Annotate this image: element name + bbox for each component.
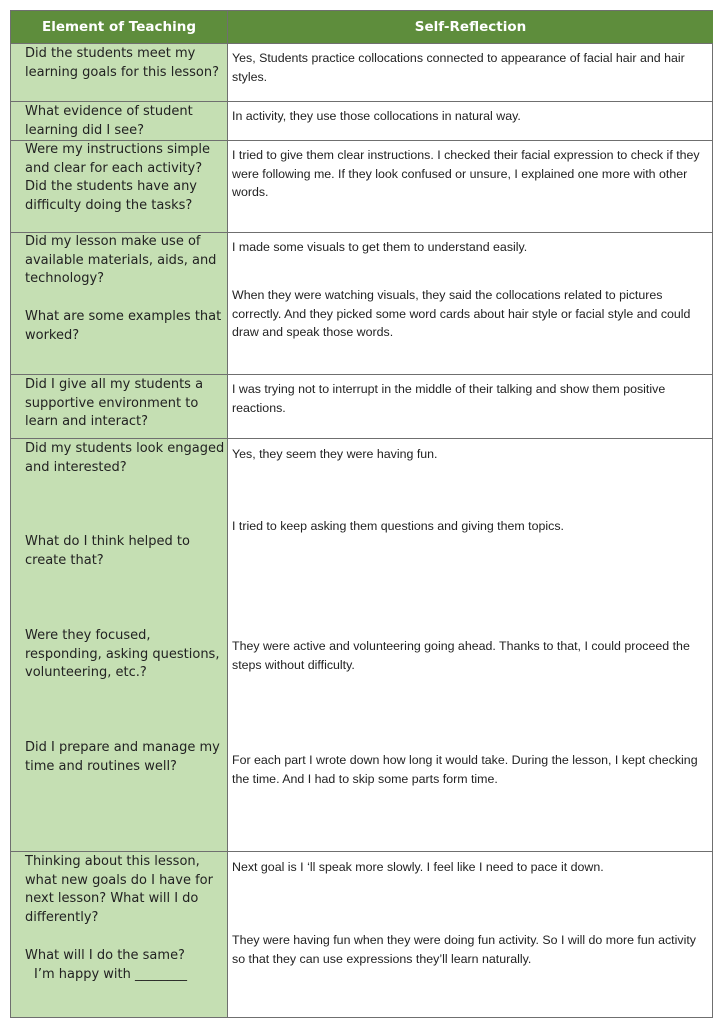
- question-text: Did my lesson make use of available materials, aids, and technology?: [25, 234, 217, 287]
- answer-text: In activity, they use those collocations in natural way.: [232, 109, 521, 123]
- table-row: [11, 101, 712, 140]
- question-text: What will I do the same?: [25, 948, 185, 963]
- answer-text: I tried to give them clear instructions. I checked their facial expression to check if they were following me. If they look confused or unsure, I explained one more with other words.: [232, 148, 700, 199]
- table-row: [11, 438, 712, 851]
- question-text: Did I prepare and manage my time and routines well?: [25, 740, 220, 774]
- answer-text: Yes, they seem they were having fun.: [232, 447, 438, 461]
- answer-text: When they were watching visuals, they said the collocations related to pictures correctly. And they picked some word cards about hair style or facial style and could draw and speak those words.: [232, 288, 691, 339]
- answer-text: Next goal is I ‘ll speak more slowly. I feel like I need to pace it down.: [232, 860, 604, 874]
- element-cell: [11, 44, 228, 101]
- table-row: [11, 374, 712, 438]
- question-text: Were my instructions simple and clear for each activity? Did the students have any difficulty doing the tasks?: [25, 142, 210, 213]
- answer-text: I tried to keep asking them questions and giving them topics.: [232, 519, 564, 533]
- answer-text: They were active and volunteering going ahead. Thanks to that, I could proceed the steps without difficulty.: [232, 639, 690, 672]
- question-text: What evidence of student learning did I see?: [25, 104, 193, 138]
- element-cell: [11, 233, 228, 374]
- reflection-cell: [228, 44, 712, 101]
- reflection-cell: [228, 141, 712, 232]
- answer-text: I made some visuals to get them to understand easily.: [232, 240, 528, 254]
- question-text: Thinking about this lesson, what new goals do I have for next lesson? What will I do differently?: [25, 854, 213, 925]
- table-row: [11, 851, 712, 1017]
- answer-text: For each part I wrote down how long it would take. During the lesson, I kept checking the time. And I had to skip some parts form time.: [232, 753, 698, 786]
- element-cell: [11, 141, 228, 232]
- reflection-cell: [228, 852, 712, 1017]
- element-cell: [11, 375, 228, 438]
- header-element-of-teaching: Element of Teaching: [11, 11, 228, 43]
- reflection-cell: [228, 233, 712, 374]
- header-self-reflection: Self-Reflection: [228, 11, 713, 43]
- answer-text: They were having fun when they were doing fun activity. So I will do more fun activity so that they can use expressions they’ll learn naturally.: [232, 933, 696, 966]
- table-row: [11, 140, 712, 232]
- question-text: Did the students meet my learning goals for this lesson?: [25, 46, 219, 80]
- question-text: Did my students look engaged and interested?: [25, 441, 225, 475]
- element-cell: [11, 102, 228, 140]
- answer-text: Yes, Students practice collocations connected to appearance of facial hair and hair styles.: [232, 51, 685, 84]
- table-row: [11, 43, 712, 101]
- element-cell: [11, 439, 228, 851]
- reflection-cell: [228, 375, 712, 438]
- question-text: Were they focused, responding, asking questions, volunteering, etc.?: [25, 628, 220, 681]
- question-text: Did I give all my students a supportive environment to learn and interact?: [25, 377, 204, 430]
- question-text: I’m happy with ________: [34, 967, 188, 982]
- reflection-cell: [228, 439, 712, 851]
- question-text: What are some examples that worked?: [25, 309, 222, 343]
- answer-text: I was trying not to interrupt in the middle of their talking and show them positive reactions.: [232, 382, 666, 415]
- reflection-cell: [228, 102, 712, 140]
- table-row: [11, 232, 712, 374]
- reflection-table: [10, 10, 713, 1018]
- element-cell: [11, 852, 228, 1017]
- question-text: What do I think helped to create that?: [25, 534, 190, 568]
